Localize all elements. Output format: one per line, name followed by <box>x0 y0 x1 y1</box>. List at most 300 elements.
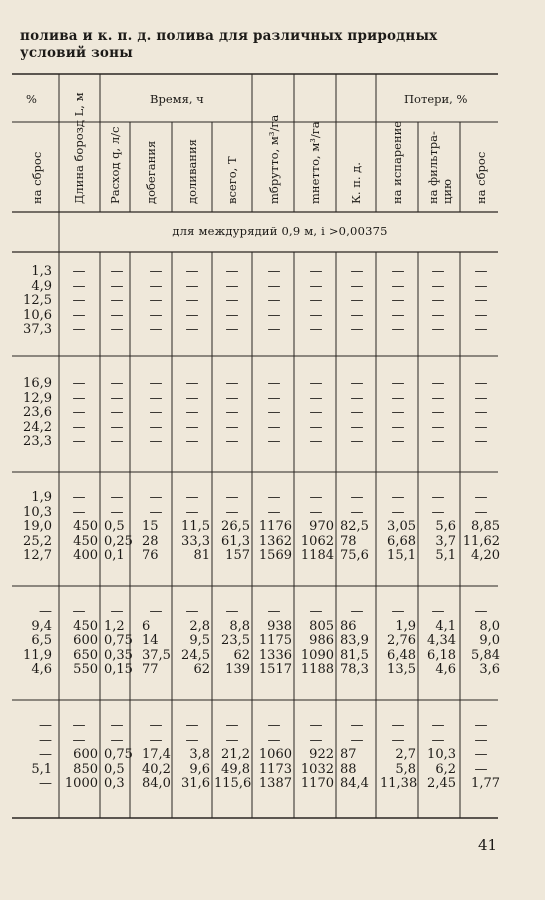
table-cell: — <box>431 390 445 406</box>
table-cell: — <box>474 405 488 420</box>
table-cell: — <box>149 504 163 520</box>
header-time-group: Время, ч <box>150 92 204 106</box>
table-cell: — <box>149 322 163 337</box>
table-cell: — <box>149 490 163 505</box>
table-cell: — <box>149 307 163 323</box>
table-cell: — <box>391 604 405 619</box>
table-cell: 1170 <box>300 776 334 791</box>
table-cell: — <box>225 307 239 323</box>
table-cell: — <box>350 405 364 420</box>
table-cell: 1184 <box>300 548 334 563</box>
table-cell: — <box>72 718 86 733</box>
table-cell: 8,8 <box>229 618 250 634</box>
table-cell: 24,5 <box>181 647 210 663</box>
table-cell: — <box>474 293 488 308</box>
table-cell: 3,6 <box>479 662 500 677</box>
table-cell: — <box>110 405 124 420</box>
table-cell: — <box>309 434 323 449</box>
table-cell: — <box>309 405 323 420</box>
header-loss-group: Потери, % <box>404 92 468 106</box>
table-cell: — <box>431 434 445 449</box>
table-cell: — <box>39 732 52 748</box>
table-cell: — <box>149 419 163 435</box>
table-cell: 37,5 <box>142 647 171 663</box>
table-cell: 14 <box>142 633 159 648</box>
table-cell: — <box>185 376 199 391</box>
table-cell: 450 <box>73 533 98 549</box>
table-cell: — <box>267 264 281 279</box>
table-cell: 600 <box>73 633 98 648</box>
table-cell: — <box>309 264 323 279</box>
table-cell: 115,6 <box>214 776 252 791</box>
header-m-netto: mнетто, м³/га <box>308 121 322 204</box>
table-cell: — <box>149 390 163 406</box>
table-cell: — <box>110 322 124 337</box>
table-cell: — <box>309 376 323 391</box>
table-cell: — <box>110 419 124 435</box>
table-cell: 3,7 <box>435 533 456 549</box>
table-cell: 87 <box>340 747 357 762</box>
table-cell: — <box>391 419 405 435</box>
table-cell: — <box>350 390 364 406</box>
table-cell: — <box>474 718 488 733</box>
table-cell: 938 <box>267 618 292 634</box>
table-cell: 17,4 <box>142 747 171 762</box>
table-cell: — <box>391 718 405 733</box>
table-cell: — <box>267 307 281 323</box>
table-cell: 400 <box>73 548 98 563</box>
table-cell: — <box>110 732 124 748</box>
table-cell: — <box>350 322 364 337</box>
table-cell: — <box>185 264 199 279</box>
table-cell: — <box>474 322 488 337</box>
table-cell: — <box>309 718 323 733</box>
table-cell: 157 <box>225 548 250 563</box>
table-cell: — <box>72 434 86 449</box>
table-cell: — <box>185 490 199 505</box>
table-cell: 76 <box>142 548 159 563</box>
table-cell: — <box>350 376 364 391</box>
table-cell: 10,3 <box>23 504 52 520</box>
table-cell: — <box>474 434 488 449</box>
table-cell: — <box>72 293 86 308</box>
table-cell: — <box>391 504 405 520</box>
table-cell: — <box>225 419 239 435</box>
table-cell: 81 <box>193 548 210 563</box>
table-cell: 62 <box>233 647 250 663</box>
table-cell: 600 <box>73 747 98 762</box>
table-cell: — <box>267 604 281 619</box>
table-cell: — <box>474 490 488 505</box>
table-cell: 84,4 <box>340 776 369 791</box>
table-cell: — <box>474 264 488 279</box>
table-cell: — <box>309 604 323 619</box>
table-cell: — <box>267 419 281 435</box>
table-cell: 78,3 <box>340 662 369 677</box>
table-cell: 4,6 <box>31 662 52 677</box>
header-filtraciya-text: на фильтра-цию <box>426 131 454 204</box>
table-cell: — <box>350 307 364 323</box>
table-cell: — <box>267 490 281 505</box>
table-cell: — <box>39 604 52 619</box>
table-cell: — <box>474 307 488 323</box>
table-cell: — <box>110 376 124 391</box>
table-cell: — <box>391 732 405 748</box>
header-filtraciya <box>426 124 454 204</box>
table-cell: 1173 <box>258 761 292 777</box>
table-cell: 8,85 <box>471 519 500 534</box>
header-kpd: К. п. д. <box>349 162 363 204</box>
table-cell: 0,75 <box>104 633 133 648</box>
table-cell: 15 <box>142 519 159 534</box>
table-cell: — <box>72 264 86 279</box>
table-cell: 1569 <box>258 548 292 563</box>
table-cell: 2,45 <box>427 776 456 791</box>
table-cell: — <box>431 293 445 308</box>
table-cell: 82,5 <box>340 519 369 534</box>
table-cell: 6,68 <box>387 533 416 549</box>
table-cell: — <box>225 322 239 337</box>
table-cell: 11,62 <box>462 533 500 549</box>
table-cell: 0,3 <box>104 776 125 791</box>
table-cell: 10,3 <box>427 747 456 762</box>
table-cell: 4,34 <box>427 633 456 648</box>
table-cell: — <box>350 604 364 619</box>
table-cell: 5,84 <box>471 647 500 663</box>
table-cell: 62 <box>193 662 210 677</box>
table-cell: 9,5 <box>189 633 210 648</box>
table-cell: 1176 <box>258 519 292 534</box>
table-cell: — <box>110 434 124 449</box>
table-cell: 0,15 <box>104 662 133 677</box>
table-cell: — <box>474 761 488 777</box>
table-cell: — <box>309 390 323 406</box>
table-cell: — <box>185 732 199 748</box>
table-cell: 31,6 <box>181 776 210 791</box>
table-cell: — <box>72 504 86 520</box>
header-furrow-length: Длина борозд L, м <box>72 92 86 204</box>
table-cell: 1090 <box>300 647 334 663</box>
table-cell: 0,1 <box>104 548 125 563</box>
table-cell: — <box>267 278 281 294</box>
table-cell: — <box>185 604 199 619</box>
table-cell: — <box>72 307 86 323</box>
table-cell: — <box>350 732 364 748</box>
table-cell: 78 <box>340 533 357 549</box>
table-cell: 139 <box>225 662 250 677</box>
table-cell: 5,8 <box>395 761 416 777</box>
table-cell: — <box>267 376 281 391</box>
table-cell: — <box>474 376 488 391</box>
table-cell: 11,38 <box>380 776 418 791</box>
table-cell: — <box>431 718 445 733</box>
table-cell: — <box>185 307 199 323</box>
table-cell: 550 <box>73 662 98 677</box>
table-cell: — <box>72 604 86 619</box>
table-cell: — <box>267 434 281 449</box>
table-cell: 450 <box>73 618 98 634</box>
table-cell: — <box>267 504 281 520</box>
table-cell: — <box>225 278 239 294</box>
table-title: полива и к. п. д. полива для различных природных условий зоны <box>20 28 438 61</box>
table-cell: — <box>110 490 124 505</box>
table-cell: — <box>474 604 488 619</box>
table-cell: — <box>225 390 239 406</box>
table-cell: — <box>309 278 323 294</box>
table-cell: 2,8 <box>189 618 210 634</box>
table-cell: — <box>72 376 86 391</box>
table-cell: — <box>474 419 488 435</box>
table-cell: — <box>391 307 405 323</box>
table-cell: 23,5 <box>221 633 250 648</box>
header-doliv: доливания <box>185 139 199 204</box>
table-cell: 1,3 <box>31 264 52 279</box>
table-cell: — <box>225 718 239 733</box>
table-cell: 12,7 <box>23 548 52 563</box>
table-cell: 1,77 <box>471 776 500 791</box>
table-cell: — <box>110 264 124 279</box>
table-cell: 49,8 <box>221 761 250 777</box>
table-cell: 11,9 <box>23 647 52 663</box>
table-cell: — <box>149 405 163 420</box>
table-cell: — <box>225 376 239 391</box>
table-cell: 4,1 <box>435 618 456 634</box>
table-cell: — <box>431 307 445 323</box>
table-cell: 1517 <box>258 662 292 677</box>
table-cell: — <box>72 405 86 420</box>
table-cell: — <box>350 293 364 308</box>
table-cell: 450 <box>73 519 98 534</box>
table-cell: 805 <box>309 618 334 634</box>
table-cell: — <box>225 604 239 619</box>
table-cell: 5,1 <box>31 761 52 777</box>
table-cell: — <box>391 278 405 294</box>
table-cell: — <box>225 405 239 420</box>
table-cell: 33,3 <box>181 533 210 549</box>
table-cell: — <box>225 490 239 505</box>
table-cell: — <box>350 434 364 449</box>
table-cell: — <box>391 376 405 391</box>
table-cell: 3,05 <box>387 519 416 534</box>
table-cell: 6 <box>142 618 151 634</box>
table-cell: 23,6 <box>23 405 52 420</box>
table-cell: — <box>185 405 199 420</box>
table-cell: — <box>110 390 124 406</box>
table-cell: 5,1 <box>435 548 456 563</box>
page-number: 41 <box>478 836 498 854</box>
table-cell: — <box>185 419 199 435</box>
table-cell: — <box>350 718 364 733</box>
table-cell: — <box>267 718 281 733</box>
table-cell: — <box>431 278 445 294</box>
table-cell: 84,0 <box>142 776 171 791</box>
header-isparenie: на испарение <box>390 120 404 204</box>
table-cell: — <box>309 293 323 308</box>
table-cell: 986 <box>309 633 334 648</box>
table-cell: — <box>149 376 163 391</box>
table-cell: — <box>185 504 199 520</box>
table-cell: — <box>225 504 239 520</box>
table-cell: — <box>391 434 405 449</box>
table-cell: — <box>225 434 239 449</box>
table-cell: 1188 <box>300 662 334 677</box>
table-cell: — <box>431 419 445 435</box>
table-cell: 4,20 <box>471 548 500 563</box>
table-cell: — <box>431 376 445 391</box>
table-cell: 650 <box>73 647 98 663</box>
table-cell: — <box>391 293 405 308</box>
table-cell: 0,75 <box>104 747 133 762</box>
table-cell: — <box>431 604 445 619</box>
table-cell: 61,3 <box>221 533 250 549</box>
table-cell: — <box>39 747 52 762</box>
table-cell: 9,0 <box>479 633 500 648</box>
table-cell: — <box>350 278 364 294</box>
table-cell: 1336 <box>258 647 292 663</box>
table-cell: 922 <box>309 747 334 762</box>
table-cell: — <box>431 405 445 420</box>
table-cell: — <box>39 718 52 733</box>
table-cell: 3,8 <box>189 747 210 762</box>
table-cell: 10,6 <box>23 307 52 323</box>
table-cell: — <box>185 718 199 733</box>
table-cell: 0,25 <box>104 533 133 549</box>
table-cell: — <box>72 490 86 505</box>
table-cell: 9,4 <box>31 618 52 634</box>
header-dobeg: добегания <box>144 140 158 204</box>
table-cell: 16,9 <box>23 376 52 391</box>
table-cell: — <box>267 293 281 308</box>
table-cell: — <box>431 490 445 505</box>
table-cell: 0,5 <box>104 761 125 777</box>
table-cell: 4,6 <box>435 662 456 677</box>
table-cell: — <box>185 293 199 308</box>
table-cell: — <box>391 490 405 505</box>
table-cell: 5,6 <box>435 519 456 534</box>
table-cell: — <box>309 504 323 520</box>
table-cell: 40,2 <box>142 761 171 777</box>
band-label: для междурядий 0,9 м, i >0,00375 <box>172 224 388 238</box>
table-cell: 4,9 <box>31 278 52 294</box>
header-sbros-right: на сброс <box>474 151 488 204</box>
table-cell: — <box>391 264 405 279</box>
table-cell: — <box>474 504 488 520</box>
table-cell: 1000 <box>64 776 98 791</box>
table-cell: — <box>225 732 239 748</box>
table-cell: 850 <box>73 761 98 777</box>
table-cell: 25,2 <box>23 533 52 549</box>
table-cell: 75,6 <box>340 548 369 563</box>
table-cell: 0,5 <box>104 519 125 534</box>
table-cell: 6,48 <box>387 647 416 663</box>
table-cell: 1,2 <box>104 618 125 634</box>
table-cell: — <box>149 718 163 733</box>
table-cell: 1,9 <box>395 618 416 634</box>
table-cell: 23,3 <box>23 434 52 449</box>
table-cell: 8,0 <box>479 618 500 634</box>
table-cell: — <box>149 264 163 279</box>
table-cell: 1062 <box>300 533 334 549</box>
table-cell: 81,5 <box>340 647 369 663</box>
table-cell: — <box>267 322 281 337</box>
table-cell: — <box>431 504 445 520</box>
table-cell: — <box>185 390 199 406</box>
table-cell: — <box>350 490 364 505</box>
table-cell: — <box>110 504 124 520</box>
table-cell: — <box>350 419 364 435</box>
table-cell: — <box>431 264 445 279</box>
table-cell: 13,5 <box>387 662 416 677</box>
table-cell: — <box>72 390 86 406</box>
table-cell: — <box>72 732 86 748</box>
table-cell: 15,1 <box>387 548 416 563</box>
table-cell: — <box>185 278 199 294</box>
table-cell: — <box>110 604 124 619</box>
table-cell: — <box>267 390 281 406</box>
table-cell: — <box>391 390 405 406</box>
table-cell: 21,2 <box>221 747 250 762</box>
table-cell: — <box>185 434 199 449</box>
table-cell: — <box>309 419 323 435</box>
header-vsego: всего, T <box>225 156 239 204</box>
table-cell: — <box>474 390 488 406</box>
table-cell: 6,5 <box>31 633 52 648</box>
table-cell: 88 <box>340 761 357 777</box>
table-cell: 9,6 <box>189 761 210 777</box>
table-cell: 1,9 <box>31 490 52 505</box>
table-cell: — <box>110 293 124 308</box>
table-cell: — <box>110 278 124 294</box>
table-cell: — <box>185 322 199 337</box>
table-cell: 2,76 <box>387 633 416 648</box>
table-cell: — <box>149 604 163 619</box>
table-cell: — <box>309 732 323 748</box>
table-cell: — <box>39 776 52 791</box>
table-cell: — <box>474 278 488 294</box>
table-cell: — <box>72 322 86 337</box>
table-cell: 970 <box>309 519 334 534</box>
table-cell: — <box>72 278 86 294</box>
header-sbros-left: на сброс <box>30 151 44 204</box>
table-cell: 1060 <box>258 747 292 762</box>
table-cell: 77 <box>142 662 159 677</box>
table-cell: — <box>309 307 323 323</box>
table-cell: 6,2 <box>435 761 456 777</box>
table-cell: — <box>149 434 163 449</box>
header-percent: % <box>26 92 37 106</box>
table-cell: — <box>225 293 239 308</box>
table-cell: — <box>267 405 281 420</box>
header-m-brutto: mбрутто, м³/га <box>267 114 281 204</box>
table-cell: — <box>149 278 163 294</box>
table-cell: — <box>110 307 124 323</box>
header-flow-rate: Расход q, л/с <box>108 126 122 204</box>
table-cell: 19,0 <box>23 519 52 534</box>
table-cell: 1362 <box>258 533 292 549</box>
table-cell: 1032 <box>300 761 334 777</box>
table-cell: — <box>309 490 323 505</box>
table-cell: — <box>391 322 405 337</box>
table-cell: 12,9 <box>23 390 52 406</box>
table-cell: 2,7 <box>395 747 416 762</box>
table-cell: 11,5 <box>181 519 210 534</box>
table-cell: — <box>149 732 163 748</box>
table-cell: — <box>350 264 364 279</box>
table-cell: — <box>431 322 445 337</box>
table-cell: — <box>72 419 86 435</box>
table-cell: — <box>309 322 323 337</box>
table-cell: 1175 <box>258 633 292 648</box>
